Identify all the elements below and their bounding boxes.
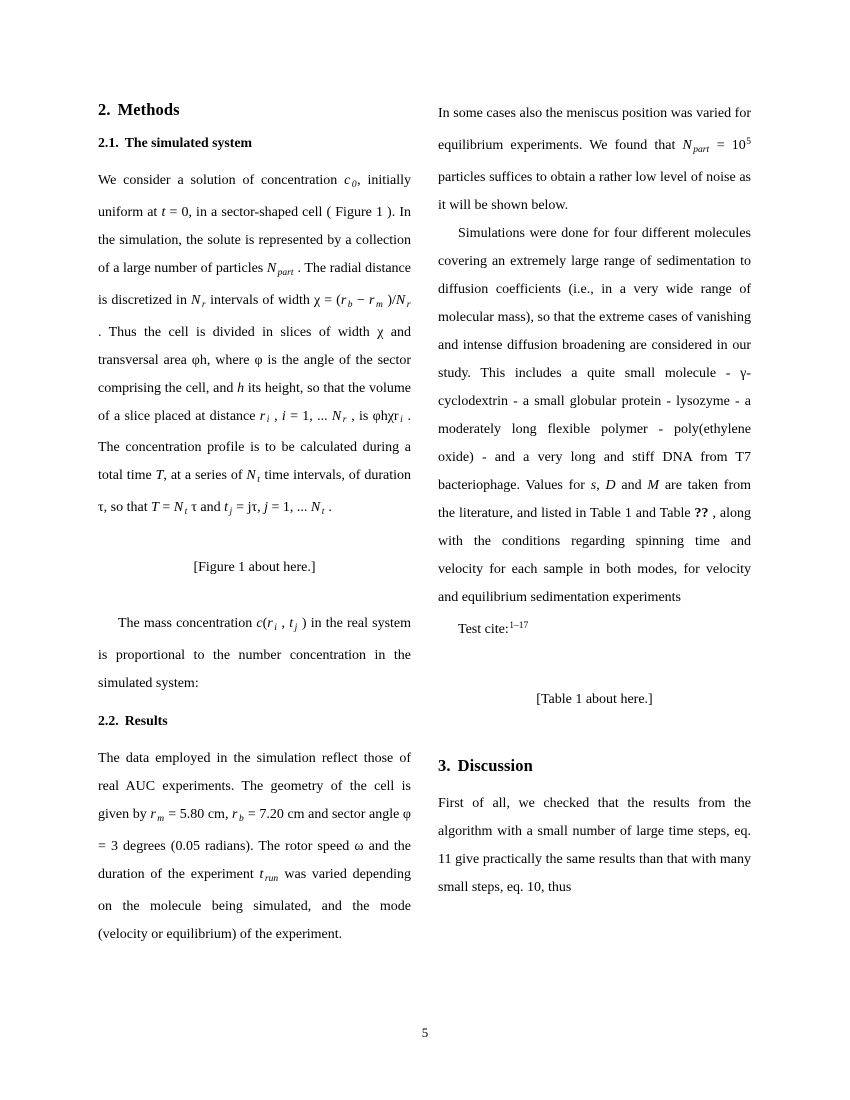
math-var: r [259,408,266,424]
text-run: )/ [383,292,396,308]
left-column [98,100,411,949]
math-var: N [173,500,184,516]
math-subscript: i [400,415,403,426]
text-run: , at a series of [163,468,247,484]
vertical-gap [98,582,411,610]
math-var: i [281,408,286,424]
figure-placeholder: [Figure 1 about here.] [193,560,316,576]
section-number: 3. [438,755,451,775]
text-run: = 3 degrees (0.05 radians). The rotor speed [98,839,355,855]
paragraph-results-geometry [98,745,411,949]
section-number: 2. [98,100,111,119]
text-run: We consider a solution of concentration [98,173,345,189]
text-run: = 1, ... [285,408,332,424]
section-heading-methods [98,100,411,120]
math-var-omega: ω [354,839,364,855]
math-var: r [340,292,347,308]
math-var: h [237,380,245,396]
math-subscript: j [294,622,298,633]
text-run: . Thus the cell is divided in slices of width [98,324,378,340]
math-var: N [331,408,342,424]
math-subscript: m [157,814,165,825]
text-run: = 5.80 cm, [164,807,233,823]
section-title: Methods [117,100,180,119]
paragraph-discussion-opening [438,790,751,902]
math-subscript: r [406,299,411,310]
text-run: = [232,500,248,516]
right-column [438,100,751,902]
text-run: its height, so that the volume of a slice placed at distance [98,380,411,424]
paragraph-simulations-molecules [438,220,751,612]
math-var: r [369,292,375,308]
text-run: = ( [320,292,341,308]
math-subscript: m [375,299,383,310]
math-var: c [344,173,351,189]
math-var-gamma: γ [740,365,747,381]
text-run: and transversal area [98,324,411,368]
vertical-gap [98,698,411,712]
math-var: M [647,477,660,493]
math-subscript: run [264,873,279,884]
math-subscript: 0 [351,179,357,190]
math-var: s [590,477,597,493]
math-superscript: 5 [746,137,751,147]
text-run: is the angle of the sector comprising the cell, and [98,352,412,396]
math-var-chi: χ [313,292,321,308]
math-subscript: i [266,415,270,426]
table-placeholder: [Table 1 about here.] [536,691,653,707]
paragraph-simulated-system [98,167,411,526]
text-run: First of all, we checked that the results from the algorithm with a small number of large time steps, eq. 11 give practically the same results than that with many small steps, eq. 10, thus [438,795,751,895]
text-run: = 0, in a sector-shaped cell ( Figure 1 ). In the simulation, the solute is represented by a collection of a large number of particles [98,204,411,276]
math-var: D [605,477,616,493]
math-var: t [224,500,229,516]
subsection-title: Results [124,712,168,728]
math-var-j-tau: jτ [247,500,258,516]
text-run: , [277,616,290,632]
text-run: In some cases also the meniscus position was varied for equilibrium experiments. We found that [438,106,751,153]
citation-superscript[interactable]: 1–17 [509,620,529,631]
text-run: . The concentration profile is to be calculated during a total time [98,408,412,484]
math-subscript: r [201,299,206,310]
text-run: = [158,500,174,516]
text-run: , [257,500,265,516]
paragraph-test-cite [438,612,751,644]
math-var-phi: φ [402,807,412,823]
text-run: , where [206,352,255,368]
math-subscript: r [342,415,347,426]
math-var: r [267,616,273,632]
math-var-phi-h: φh [191,352,207,368]
math-subscript: i [274,622,277,633]
math-subscript: t [184,507,188,518]
text-run: intervals of width [206,292,314,308]
math-var: N [246,468,256,484]
text-run: . The radial distance is discretized in [98,260,411,308]
math-var: T [155,468,164,484]
vertical-gap [438,714,751,756]
math-subscript: t [321,507,325,518]
two-column-body [98,100,751,1000]
section-title: Discussion [457,755,533,775]
text-run: The data employed in the simulation reflect those of real AUC experiments. The geometry of the cell is given by [98,751,411,823]
text-run: time intervals, of duration [260,468,411,484]
vertical-gap [438,644,751,686]
text-run: , initially uniform at [98,173,411,220]
text-run: was varied depending on the molecule being simulated, and the mode (velocity or equilibrium) of the experiment. [98,867,411,942]
text-run: . [324,500,332,516]
text-run: = 7.20 cm and sector angle [244,807,403,823]
text-run: − [353,292,369,308]
test-cite-label: Test cite: [458,621,509,637]
math-var-phi: φ [254,352,263,368]
text-run: particles suffices to obtain a rather low level of noise as it will be shown below. [438,169,751,213]
unresolved-reference: ?? [694,505,709,521]
text-run: , [269,408,282,424]
page-number: 5 [421,1025,429,1040]
math-var: t [289,616,294,632]
paragraph-mass-concentration [98,610,411,698]
math-var: N [266,260,277,276]
math-subscript: t [257,475,260,486]
math-subscript: part [693,144,710,155]
math-var: r [232,807,238,823]
math-var: N [682,137,692,153]
text-run: ) in the real system is proportional to the number concentration in the simulated system: [98,616,412,691]
math-var: t [259,867,264,883]
text-run: -cyclodextrin - a small globular protein - lysozyme - a moderately long flexible polymer - poly(ethylene oxide) - and a very long and stiff DNA from T7 bacteriophage. Values for [438,365,751,493]
math-subscript: part [277,267,294,278]
text-run: , along with the conditions regarding spinning time and velocity for each sample in both modes, for velocity and equilibrium sedimentation experiments [438,505,751,605]
math-subscript: b [239,814,244,825]
math-var: r [150,807,156,823]
text-run: are taken from the literature, and listed in Table 1 and Table [438,477,752,521]
math-var: j [264,500,268,516]
subsection-title: The simulated system [124,134,252,150]
text-run: Simulations were done for four different molecules covering an extremely large range of sedimentation to diffusion coefficients (i.e., in a very wide range of molecular mass), so that the extreme cases of vanishing and intense diffusion broadening are considered in our study. This includes a quite small molecule - [438,225,751,381]
text-run: , [596,477,606,493]
text-run: and the duration of the experiment [98,839,411,883]
text-run: = 10 [709,137,746,153]
subsection-number: 2.1. [98,134,119,150]
math-subscript: j [229,507,233,518]
text-run: and [615,477,648,493]
subsection-heading-results [98,712,411,729]
math-var: T [151,500,159,516]
subsection-number: 2.2. [98,712,119,728]
math-subscript: b [347,299,353,310]
text-run: ( [262,616,268,632]
math-var: N [310,500,321,516]
math-var-phi-h-chi-r: φhχr [372,408,399,424]
text-run: = 1, ... [267,500,311,516]
text-run: and [196,500,225,516]
text-run: , so that [103,500,152,516]
math-var: c [256,616,263,632]
math-var: N [190,292,201,308]
math-var-tau: τ [98,500,104,516]
section-heading-discussion [438,756,751,776]
math-var: N [395,292,406,308]
paragraph-meniscus-position [438,100,751,220]
math-var: t [161,204,166,220]
math-var-chi: χ [377,324,384,340]
text-run: The mass concentration [118,616,257,632]
vertical-gap [98,526,411,554]
text-run: , is [346,408,373,424]
subsection-heading-simulated-system [98,134,411,151]
math-var-tau: τ [191,500,197,516]
